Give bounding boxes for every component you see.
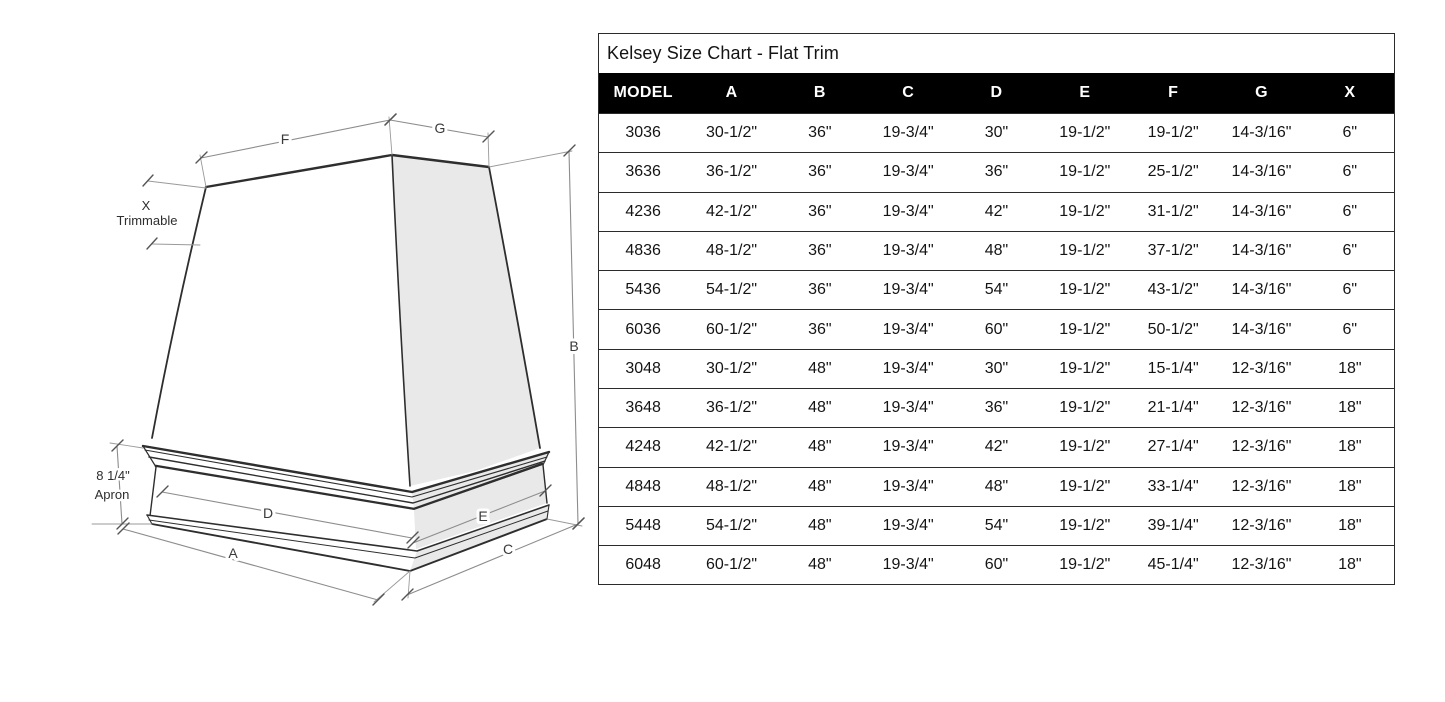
table-cell: 19-3/4" xyxy=(864,153,952,192)
table-cell: 15-1/4" xyxy=(1129,349,1217,388)
table-cell: 36" xyxy=(776,231,864,270)
table-cell: 54-1/2" xyxy=(687,271,775,310)
table-cell: 14-3/16" xyxy=(1217,271,1305,310)
dim-label-a: A xyxy=(228,545,238,561)
table-cell: 19-1/2" xyxy=(1129,114,1217,153)
table-cell: 42-1/2" xyxy=(687,192,775,231)
size-table-body xyxy=(599,114,1394,585)
size-table-head xyxy=(599,73,1394,114)
table-cell: 19-1/2" xyxy=(1041,546,1129,584)
table-cell: 39-1/4" xyxy=(1129,506,1217,545)
table-cell: 14-3/16" xyxy=(1217,231,1305,270)
table-cell: 36" xyxy=(776,192,864,231)
table-cell: 42" xyxy=(952,428,1040,467)
table-cell: 48" xyxy=(776,349,864,388)
table-cell: 12-3/16" xyxy=(1217,349,1305,388)
table-cell: 12-3/16" xyxy=(1217,428,1305,467)
trimmable-label-x: X xyxy=(141,198,151,213)
table-cell: 19-3/4" xyxy=(864,349,952,388)
column-header-g: G xyxy=(1217,73,1305,114)
table-row xyxy=(599,114,1394,153)
table-cell: 12-3/16" xyxy=(1217,388,1305,427)
table-cell: 18" xyxy=(1306,506,1394,545)
table-cell: 19-3/4" xyxy=(864,310,952,349)
table-cell: 45-1/4" xyxy=(1129,546,1217,584)
table-cell: 14-3/16" xyxy=(1217,153,1305,192)
table-cell: 36-1/2" xyxy=(687,388,775,427)
table-cell: 14-3/16" xyxy=(1217,114,1305,153)
table-cell: 36-1/2" xyxy=(687,153,775,192)
hood-front-face xyxy=(152,155,410,486)
table-cell: 42" xyxy=(952,192,1040,231)
table-cell: 48" xyxy=(776,546,864,584)
table-cell: 19-3/4" xyxy=(864,388,952,427)
table-cell: 12-3/16" xyxy=(1217,546,1305,584)
table-cell: 50-1/2" xyxy=(1129,310,1217,349)
table-cell: 19-1/2" xyxy=(1041,349,1129,388)
table-cell: 48-1/2" xyxy=(687,467,775,506)
table-cell: 36" xyxy=(952,153,1040,192)
table-cell: 19-3/4" xyxy=(864,506,952,545)
table-cell: 4236 xyxy=(599,192,687,231)
table-cell: 19-1/2" xyxy=(1041,231,1129,270)
table-cell: 12-3/16" xyxy=(1217,506,1305,545)
table-cell: 30-1/2" xyxy=(687,114,775,153)
column-header-c: C xyxy=(864,73,952,114)
table-cell: 18" xyxy=(1306,428,1394,467)
table-cell: 19-1/2" xyxy=(1041,192,1129,231)
table-cell: 36" xyxy=(776,271,864,310)
table-row xyxy=(599,231,1394,270)
table-cell: 54" xyxy=(952,506,1040,545)
column-header-x: X xyxy=(1306,73,1394,114)
table-cell: 27-1/4" xyxy=(1129,428,1217,467)
table-cell: 18" xyxy=(1306,388,1394,427)
table-cell: 12-3/16" xyxy=(1217,467,1305,506)
table-cell: 6" xyxy=(1306,192,1394,231)
apron-label-text: Apron xyxy=(94,487,130,502)
table-cell: 19-1/2" xyxy=(1041,467,1129,506)
table-cell: 4848 xyxy=(599,467,687,506)
table-row xyxy=(599,271,1394,310)
table-cell: 19-3/4" xyxy=(864,271,952,310)
table-row xyxy=(599,467,1394,506)
size-table-header-row xyxy=(599,73,1394,114)
table-cell: 5448 xyxy=(599,506,687,545)
dim-label-d: D xyxy=(262,505,274,521)
table-cell: 60" xyxy=(952,310,1040,349)
table-cell: 48" xyxy=(776,388,864,427)
table-cell: 36" xyxy=(776,153,864,192)
table-cell: 19-1/2" xyxy=(1041,153,1129,192)
table-cell: 6" xyxy=(1306,153,1394,192)
table-cell: 19-1/2" xyxy=(1041,428,1129,467)
table-cell: 54" xyxy=(952,271,1040,310)
table-row xyxy=(599,388,1394,427)
table-cell: 3048 xyxy=(599,349,687,388)
table-cell: 19-3/4" xyxy=(864,428,952,467)
table-cell: 14-3/16" xyxy=(1217,192,1305,231)
table-cell: 19-3/4" xyxy=(864,231,952,270)
table-cell: 4836 xyxy=(599,231,687,270)
table-cell: 36" xyxy=(952,388,1040,427)
table-cell: 19-3/4" xyxy=(864,467,952,506)
table-cell: 48" xyxy=(952,467,1040,506)
dim-label-e: E xyxy=(478,508,488,524)
table-cell: 6" xyxy=(1306,114,1394,153)
table-cell: 19-1/2" xyxy=(1041,310,1129,349)
column-header-b: B xyxy=(776,73,864,114)
size-table xyxy=(599,73,1394,584)
table-cell: 18" xyxy=(1306,546,1394,584)
table-row xyxy=(599,310,1394,349)
table-cell: 30-1/2" xyxy=(687,349,775,388)
table-cell: 33-1/4" xyxy=(1129,467,1217,506)
table-cell: 48" xyxy=(776,467,864,506)
apron-label-size: 8 1/4" xyxy=(96,468,130,483)
table-cell: 43-1/2" xyxy=(1129,271,1217,310)
dim-label-c: C xyxy=(502,541,514,557)
table-cell: 42-1/2" xyxy=(687,428,775,467)
table-cell: 54-1/2" xyxy=(687,506,775,545)
table-cell: 48-1/2" xyxy=(687,231,775,270)
table-row xyxy=(599,349,1394,388)
table-row xyxy=(599,153,1394,192)
table-cell: 19-1/2" xyxy=(1041,506,1129,545)
hood-diagram-svg xyxy=(60,100,600,640)
table-cell: 6036 xyxy=(599,310,687,349)
trimmable-label-text: Trimmable xyxy=(116,213,178,228)
table-cell: 3648 xyxy=(599,388,687,427)
table-cell: 6" xyxy=(1306,271,1394,310)
table-cell: 60-1/2" xyxy=(687,310,775,349)
table-cell: 6048 xyxy=(599,546,687,584)
dim-label-b: B xyxy=(569,338,579,354)
table-cell: 21-1/4" xyxy=(1129,388,1217,427)
table-cell: 3036 xyxy=(599,114,687,153)
hood-diagram xyxy=(60,100,600,640)
table-cell: 6" xyxy=(1306,310,1394,349)
table-cell: 18" xyxy=(1306,349,1394,388)
table-cell: 18" xyxy=(1306,467,1394,506)
dim-label-g: G xyxy=(434,120,446,136)
column-header-model: MODEL xyxy=(599,73,687,114)
table-cell: 6" xyxy=(1306,231,1394,270)
table-cell: 48" xyxy=(776,506,864,545)
size-chart-title: Kelsey Size Chart - Flat Trim xyxy=(607,43,839,63)
table-cell: 19-3/4" xyxy=(864,114,952,153)
table-cell: 4248 xyxy=(599,428,687,467)
table-cell: 19-1/2" xyxy=(1041,271,1129,310)
table-cell: 25-1/2" xyxy=(1129,153,1217,192)
table-cell: 30" xyxy=(952,349,1040,388)
table-row xyxy=(599,546,1394,584)
table-cell: 3636 xyxy=(599,153,687,192)
table-cell: 37-1/2" xyxy=(1129,231,1217,270)
table-cell: 36" xyxy=(776,114,864,153)
table-cell: 19-3/4" xyxy=(864,192,952,231)
size-chart-card xyxy=(598,33,1395,585)
table-row xyxy=(599,506,1394,545)
table-cell: 30" xyxy=(952,114,1040,153)
table-row xyxy=(599,428,1394,467)
table-cell: 19-3/4" xyxy=(864,546,952,584)
table-cell: 19-1/2" xyxy=(1041,388,1129,427)
table-cell: 48" xyxy=(952,231,1040,270)
column-header-a: A xyxy=(687,73,775,114)
table-cell: 19-1/2" xyxy=(1041,114,1129,153)
column-header-f: F xyxy=(1129,73,1217,114)
column-header-d: D xyxy=(952,73,1040,114)
table-cell: 48" xyxy=(776,428,864,467)
table-cell: 60-1/2" xyxy=(687,546,775,584)
dim-label-f: F xyxy=(280,131,290,147)
table-cell: 14-3/16" xyxy=(1217,310,1305,349)
table-cell: 36" xyxy=(776,310,864,349)
column-header-e: E xyxy=(1041,73,1129,114)
table-cell: 60" xyxy=(952,546,1040,584)
table-cell: 31-1/2" xyxy=(1129,192,1217,231)
table-cell: 5436 xyxy=(599,271,687,310)
table-row xyxy=(599,192,1394,231)
